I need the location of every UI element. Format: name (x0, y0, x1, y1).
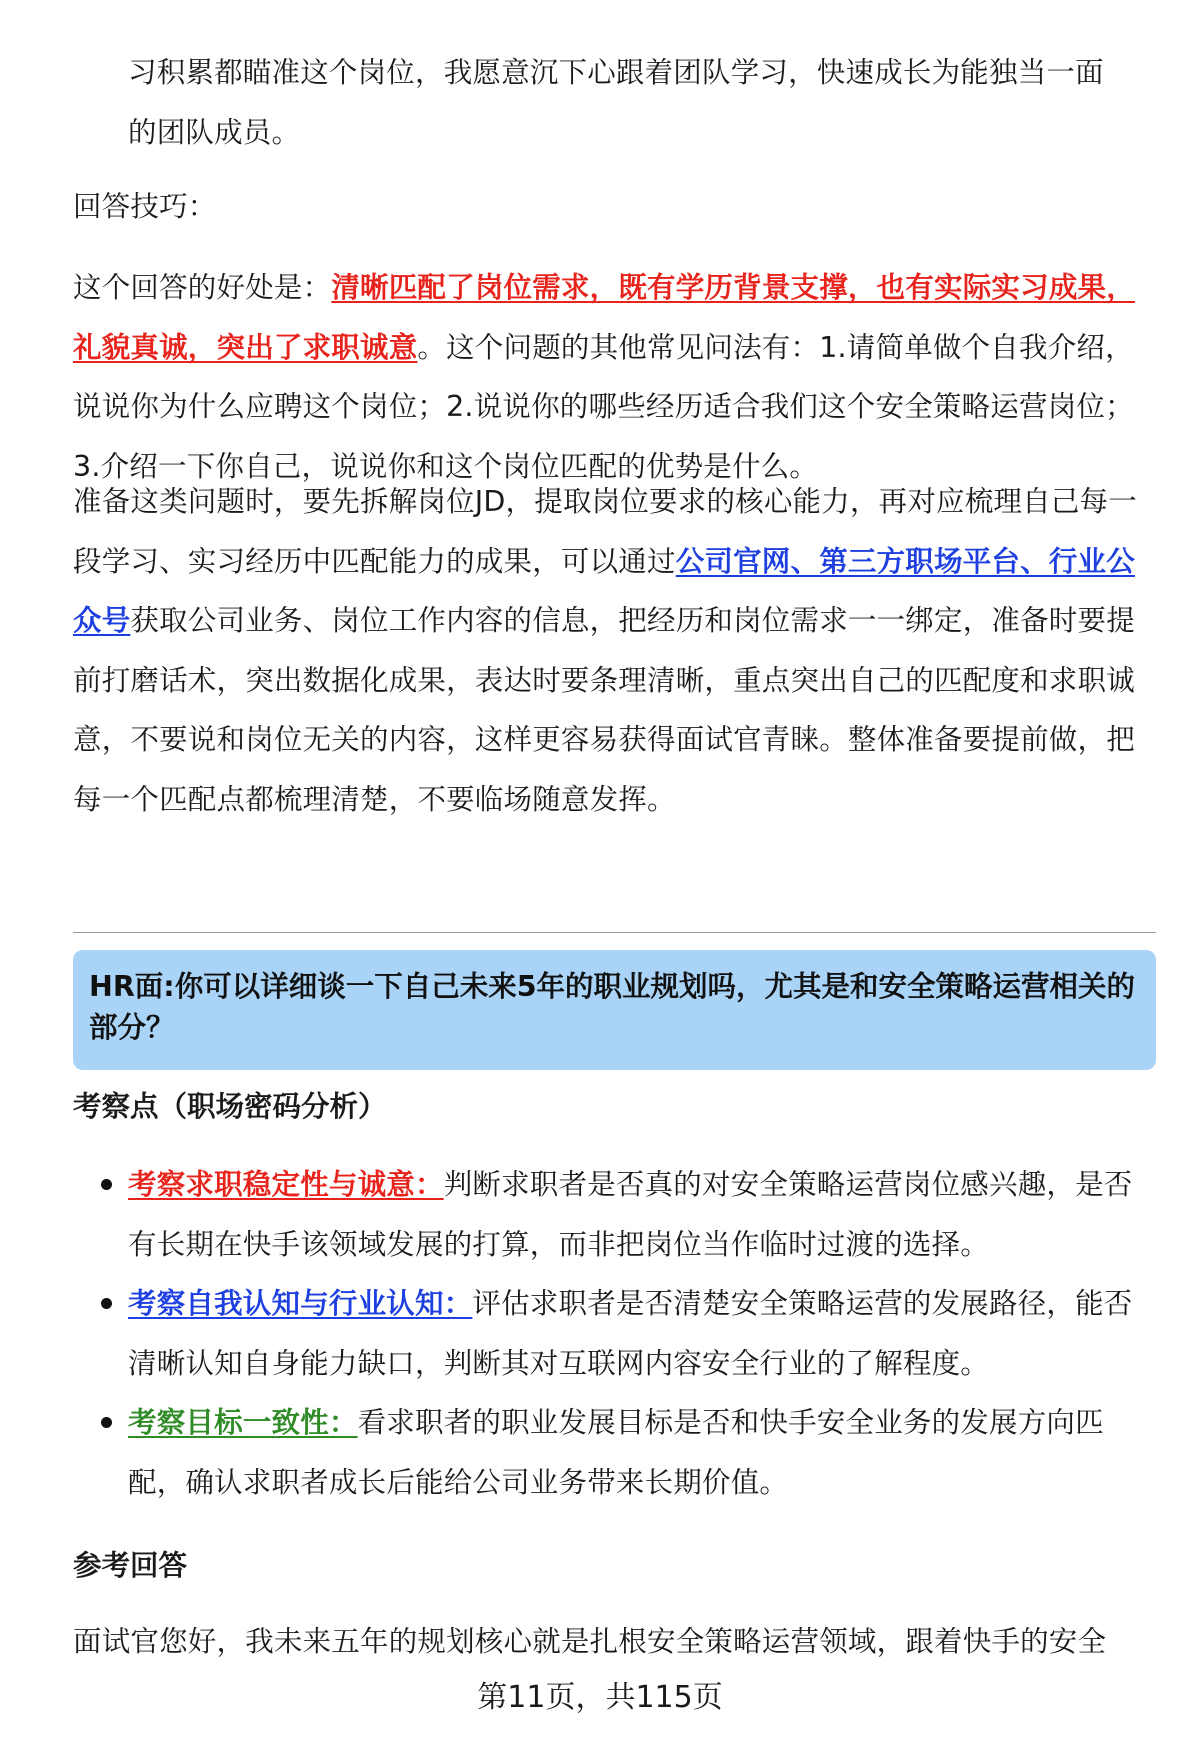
analysis-item-text: 评估求职者是否清楚安全策略运营的发展路径，能否清晰认知自身能力缺口，判断其对互联网内容安全行业的了解程度。 (128, 1287, 1133, 1380)
bullet-dot-icon (101, 1179, 112, 1190)
tips-para1-suffix: 。这个问题的其他常见问法有：1.请简单做个自我介绍，说说你为什么应聘这个岗位；2.说说你的哪些经历适合我们这个安全策略运营岗位；3.介绍一下你自己，说说你和这个岗位匹配的优势是什么。 (73, 330, 1134, 483)
analysis-heading: 考察点（职场密码分析） (73, 1090, 387, 1123)
continuation-line-1: 习积累都瞄准这个岗位，我愿意沉下心跟着团队学习，快速成长为能独当一面 (128, 56, 1104, 89)
tips-para2-highlight: 公司官网、第三方职场平台、行业公众号 (73, 544, 1135, 637)
bullet-dot-icon (101, 1417, 112, 1428)
analysis-list (128, 1155, 1148, 1512)
bullet-dot-icon (101, 1298, 112, 1309)
section-divider (73, 932, 1156, 933)
analysis-item (128, 1274, 1148, 1393)
reference-heading: 参考回答 (73, 1549, 188, 1582)
tips-para2-prefix: 准备这类问题时，要先拆解岗位JD，提取岗位要求的核心能力，再对应梳理自己每一段学习、实习经历中匹配能力的成果，可以通过 (73, 485, 1137, 578)
tips-para1-prefix: 这个回答的好处是： (73, 271, 332, 304)
analysis-item (128, 1393, 1148, 1512)
analysis-item-label: 考察目标一致性： (128, 1406, 358, 1439)
tips-paragraph-1 (73, 258, 1148, 496)
reference-answer: 面试官您好，我未来五年的规划核心就是扎根安全策略运营领域，跟着快手的安全 (73, 1625, 1107, 1658)
continuation-line-2: 的团队成员。 (128, 115, 301, 149)
analysis-item-label: 考察自我认知与行业认知： (128, 1287, 473, 1320)
analysis-item-text: 看求职者的职业发展目标是否和快手安全业务的发展方向匹配，确认求职者成长后能给公司业务带来长期价值。 (128, 1406, 1104, 1499)
tips-para1-highlight: 清晰匹配了岗位需求，既有学历背景支撑，也有实际实习成果，礼貌真诚，突出了求职诚意 (73, 271, 1135, 364)
tips-paragraph-2 (73, 472, 1148, 829)
tips-label: 回答技巧： (73, 190, 217, 223)
tips-para2-suffix: 获取公司业务、岗位工作内容的信息，把经历和岗位需求一一绑定，准备时要提前打磨话术，突出数据化成果，表达时要条理清晰，重点突出自己的匹配度和求职诚意，不要说和岗位无关的内容，这样更容易获得面试官青睐。整体准备要提前做，把每一个匹配点都梳理清楚，不要临场随意发挥。 (73, 604, 1135, 816)
page-number: 第11页，共115页 (477, 1680, 723, 1715)
analysis-item (128, 1155, 1148, 1274)
question-box (73, 950, 1156, 1070)
question-text: HR面:你可以详细谈一下自己未来5年的职业规划吗，尤其是和安全策略运营相关的部分？ (89, 970, 1136, 1044)
analysis-item-label: 考察求职稳定性与诚意： (128, 1168, 444, 1201)
continuation-paragraph (128, 43, 1148, 162)
analysis-item-text: 判断求职者是否真的对安全策略运营岗位感兴趣，是否有长期在快手该领域发展的打算，而非把岗位当作临时过渡的选择。 (128, 1168, 1133, 1261)
